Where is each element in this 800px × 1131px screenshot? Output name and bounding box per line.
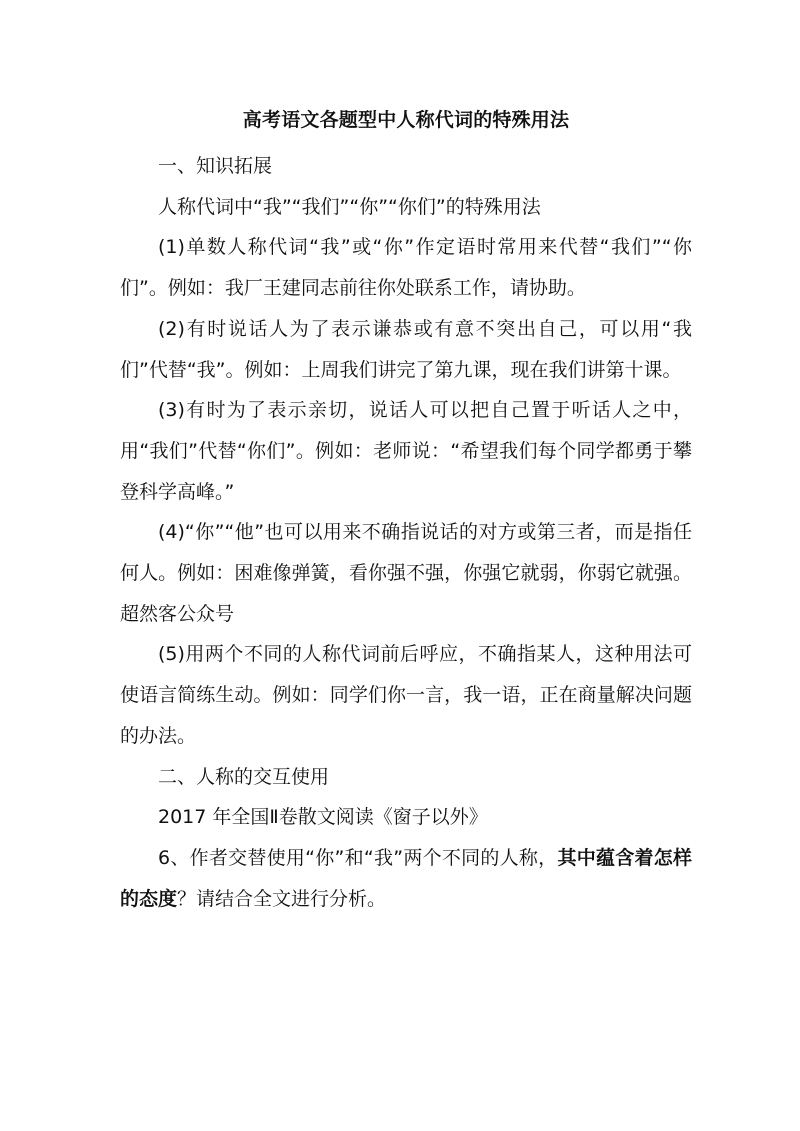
intro-paragraph: 人称代词中“我”“我们”“你”“你们”的特殊用法	[158, 195, 541, 218]
question-paragraph	[120, 838, 692, 919]
document-title: 高考语文各题型中人称代词的特殊用法	[242, 109, 570, 131]
question-text-start: 6、作者交替使用“你”和“我”两个不同的人称，	[158, 846, 558, 869]
paragraph-item-5: (5)用两个不同的人称代词前后呼应，不确指某人，这种用法可使语言简练生动。例如：同学们你一言，我一语，正在商量解决问题的办法。	[120, 643, 692, 747]
paragraph-item-1: (1)单数人称代词“我”或“你”作定语时常用来代替“我们”“你们”。例如：我厂王建同志前往你处联系工作，请协助。	[120, 236, 692, 300]
document-body	[120, 104, 692, 919]
paragraph-item-3: (3)有时为了表示亲切，说话人可以把自己置于听话人之中，用“我们”代替“你们”。例如：老师说：“希望我们每个同学都勇于攀登科学高峰。”	[120, 399, 692, 503]
question-text-end: ？请结合全文进行分析。	[177, 887, 387, 910]
paragraph-item-4: (4)“你”“他”也可以用来不确指说话的对方或第三者，而是指任何人。例如：困难像弹簧，看你强不强，你强它就弱，你弱它就强。超然客公众号	[120, 521, 692, 625]
source-line: 2017 年全国Ⅱ卷散文阅读《窗子以外》	[158, 806, 488, 829]
section-heading-knowledge: 一、知识拓展	[158, 155, 273, 177]
section-heading-alternation: 二、人称的交互使用	[158, 765, 330, 788]
paragraph-item-2: (2)有时说话人为了表示谦恭或有意不突出自己，可以用“我们”代替“我”。例如：上周我们讲完了第九课，现在我们讲第十课。	[120, 317, 692, 381]
question-text-emphasis: 其中蕴含着怎样的态度	[120, 846, 692, 910]
